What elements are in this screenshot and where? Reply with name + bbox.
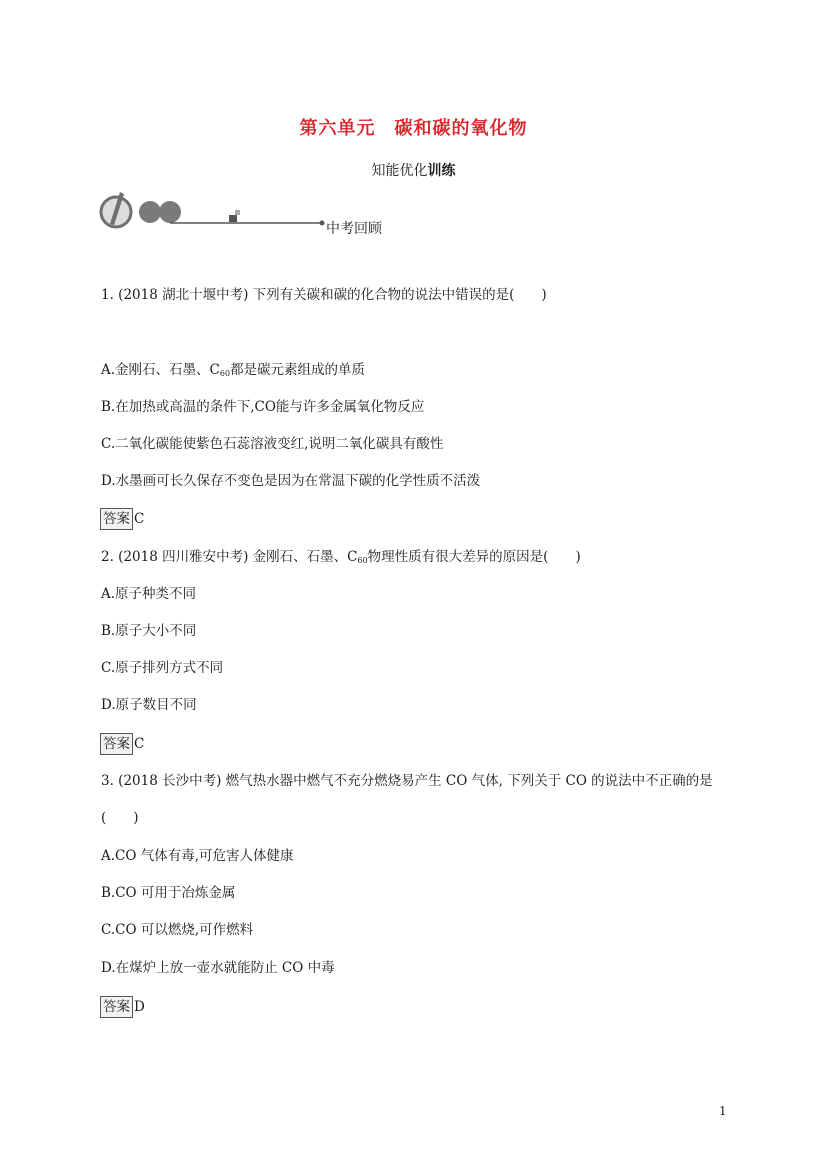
question-2-stem: 2. (2018 四川雅安中考) 金刚石、石墨、$C_{60}$物理性质有很大差异的原因是( ): [101, 549, 581, 565]
page-number: 1: [719, 1104, 727, 1118]
question-3-stem: 3. (2018 长沙中考) 燃气热水器中燃气不充分燃烧易产生 CO 气体, 下列关于 CO 的说法中不正确的是: [101, 773, 713, 789]
answer-label: 答案: [100, 733, 133, 755]
section-label: 中考回顾: [326, 221, 382, 237]
question-2-option-c: C.原子排列方式不同: [101, 660, 224, 676]
subtitle-bold: 训练: [427, 163, 456, 179]
question-2-option-b: B.原子大小不同: [101, 623, 197, 639]
page-subtitle: [0, 160, 827, 180]
question-3-option-a: A.CO 气体有毒,可危害人体健康: [101, 848, 294, 864]
question-3-option-d: D.在煤炉上放一壶水就能防止 CO 中毒: [101, 960, 335, 976]
question-2-answer: C: [134, 736, 145, 752]
question-1-stem: 1. (2018 湖北十堰中考) 下列有关碳和碳的化合物的说法中错误的是( ): [101, 287, 547, 303]
question-3-option-c: C.CO 可以燃烧,可作燃料: [101, 922, 254, 938]
answer-label: 答案: [100, 996, 133, 1018]
question-1-option-a: A.金刚石、石墨、$C_{60}$都是碳元素组成的单质: [101, 362, 366, 378]
question-1-option-b: B.在加热或高温的条件下,CO能与许多金属氧化物反应: [101, 399, 425, 415]
subtitle-normal: 知能优化: [371, 163, 428, 179]
question-1-answer: C: [134, 511, 145, 527]
question-3-stem-continued: ( ): [101, 810, 139, 826]
question-3-answer: D: [134, 999, 145, 1015]
question-3-option-b: B.CO 可用于冶炼金属: [101, 885, 236, 901]
question-2-option-a: A.原子种类不同: [101, 586, 197, 602]
question-1-option-d: D.水墨画可长久保存不变色是因为在常温下碳的化学性质不活泼: [101, 473, 481, 489]
page-title: 第六单元 碳和碳的氧化物: [299, 118, 528, 139]
question-2-option-d: D.原子数目不同: [101, 697, 197, 713]
answer-label: 答案: [100, 508, 133, 530]
question-1-option-c: C.二氧化碳能使紫色石蕊溶液变红,说明二氧化碳具有酸性: [101, 436, 444, 452]
